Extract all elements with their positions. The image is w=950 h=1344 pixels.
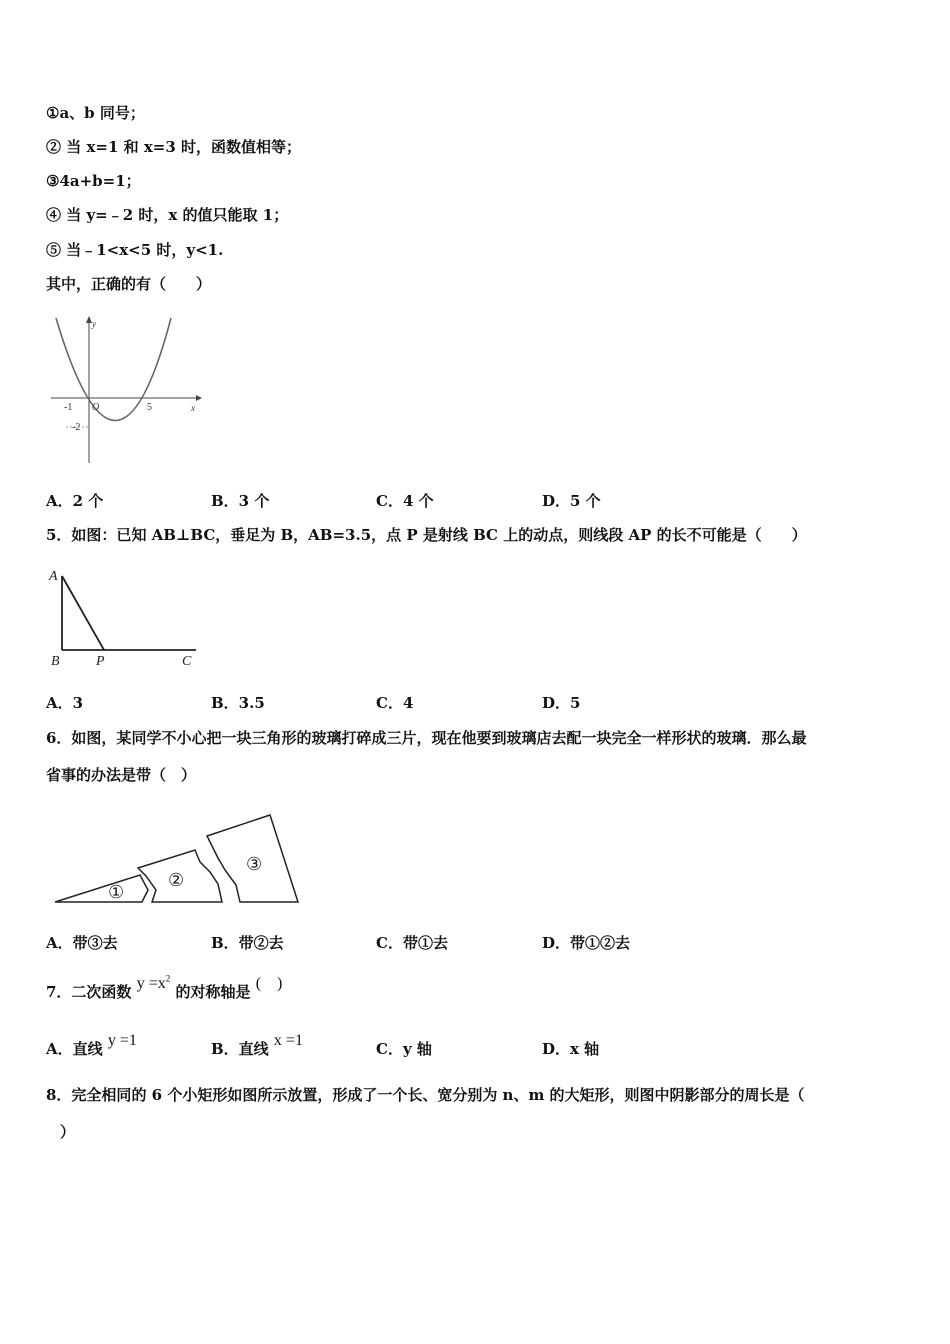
- parabola-graph: [46, 313, 206, 468]
- q4-option-b[interactable]: B．3 个: [211, 492, 270, 510]
- graph-neg2-label: -2: [72, 422, 81, 433]
- graph-neg1-label: -1: [64, 402, 73, 413]
- q7-formula-base: y =x: [136, 975, 166, 992]
- q4-option-a[interactable]: A．2 个: [46, 492, 104, 510]
- q6-option-a[interactable]: A．带③去: [46, 934, 118, 952]
- q7-option-a[interactable]: [46, 1032, 137, 1059]
- q8-prompt-line1: 8．完全相同的 6 个小矩形如图所示放置，形成了一个长、宽分别为 n、m 的大矩形，则图中阴影部分的周长是（: [46, 1086, 805, 1104]
- q7-prompt-before: 7．二次函数: [46, 983, 132, 1001]
- q7-option-b-math: x =1: [273, 1032, 303, 1049]
- statement-2: ② 当 x=1 和 x=3 时，函数值相等；: [46, 138, 302, 156]
- statement-4: ④ 当 y=﹣2 时，x 的值只能取 1；: [46, 206, 289, 224]
- fig-label-p: P: [96, 654, 105, 669]
- fig-label-b: B: [51, 654, 60, 669]
- statement-3: ③4a+b=1；: [46, 172, 141, 190]
- q6-option-d[interactable]: D．带①②去: [542, 934, 631, 952]
- q7-formula: [137, 975, 171, 992]
- broken-glass-figure: [50, 810, 310, 910]
- q5-prompt: 5．如图：已知 AB⊥BC，垂足为 B，AB=3.5，点 P 是射线 BC 上的动点，则线段 AP 的长不可能是（ ）: [46, 526, 807, 544]
- graph-five-label: 5: [147, 402, 152, 413]
- q5-option-a[interactable]: A．3: [46, 694, 84, 712]
- q5-option-c[interactable]: C．4: [376, 694, 414, 712]
- q5-option-d[interactable]: D．5: [542, 694, 581, 712]
- statement-1: ①a、b 同号；: [46, 104, 145, 122]
- graph-origin-label: O: [92, 402, 100, 413]
- q4-prompt: 其中，正确的有（ ）: [46, 275, 212, 293]
- fig-label-c: C: [182, 654, 192, 669]
- piece-2-label: ②: [168, 870, 185, 890]
- q7-option-b[interactable]: [211, 1032, 303, 1059]
- q7-option-c[interactable]: C．y 轴: [376, 1040, 432, 1058]
- q7-option-d[interactable]: D．x 轴: [542, 1040, 600, 1058]
- q6-option-b[interactable]: B．带②去: [211, 934, 284, 952]
- q4-option-d[interactable]: D．5 个: [542, 492, 601, 510]
- q4-option-c[interactable]: C．4 个: [376, 492, 434, 510]
- piece-3-label: ③: [246, 854, 263, 874]
- q6-prompt-line2: 省事的办法是带（ ）: [46, 766, 197, 784]
- q7-prompt-after: 的对称轴是: [175, 983, 251, 1001]
- right-angle-figure: [46, 566, 206, 671]
- q7-option-b-text: B．直线: [211, 1040, 269, 1058]
- graph-y-label: y: [92, 319, 96, 329]
- fig-label-a: A: [49, 569, 58, 584]
- q7-option-a-text: A．直线: [46, 1040, 103, 1058]
- graph-x-label: x: [191, 403, 195, 413]
- q7-option-a-math: y =1: [107, 1032, 137, 1049]
- q7-paren: ( ): [255, 975, 283, 992]
- q7-prompt: [46, 973, 283, 1002]
- piece-1-label: ①: [108, 882, 125, 902]
- q6-prompt-line1: 6．如图，某同学不小心把一块三角形的玻璃打碎成三片，现在他要到玻璃店去配一块完全一样形状的玻璃．那么最: [46, 729, 807, 747]
- q6-option-c[interactable]: C．带①去: [376, 934, 448, 952]
- q8-prompt-line2: ）: [60, 1123, 76, 1141]
- statement-5: ⑤ 当﹣1<x<5 时，y<1.: [46, 241, 224, 259]
- q7-formula-exp: 2: [165, 973, 171, 984]
- q5-option-b[interactable]: B．3.5: [211, 694, 265, 712]
